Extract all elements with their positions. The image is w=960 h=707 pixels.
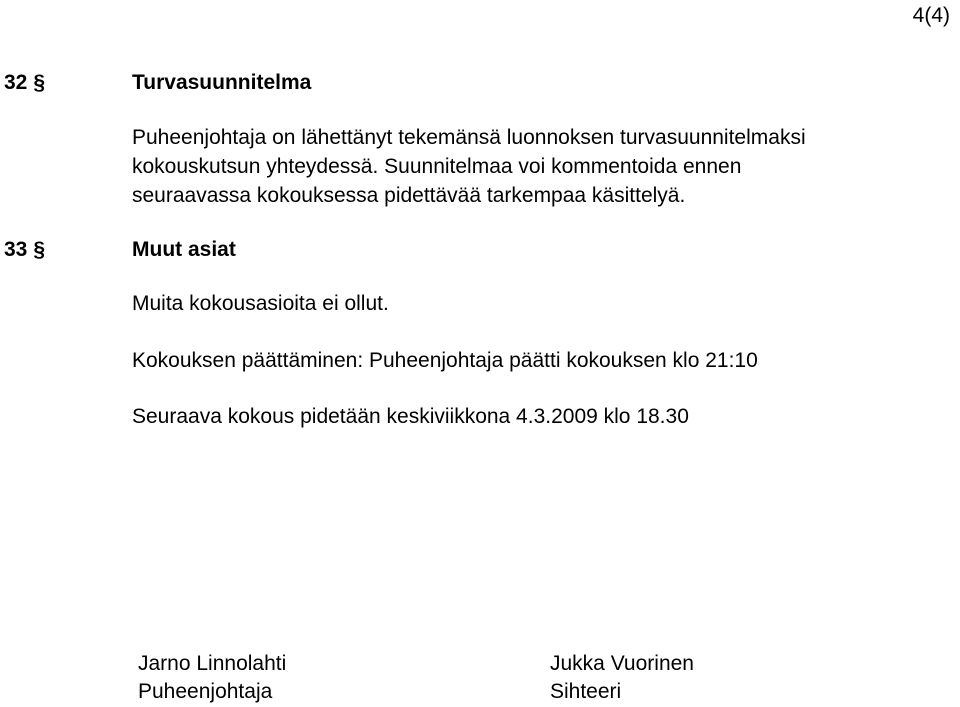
signature-name: Jukka Vuorinen	[550, 652, 694, 675]
paragraph-line: seuraavassa kokouksessa pidettävää tarkempaa käsittelyä.	[132, 184, 686, 207]
section-number: 32	[4, 71, 28, 94]
paragraph-line: kokouskutsun yhteydessä. Suunnitelmaa voi kommentoida ennen	[132, 155, 742, 178]
section-33-number	[4, 238, 45, 262]
signature-secretary	[550, 650, 694, 706]
section-mark: §	[33, 238, 46, 261]
section-33-title: Muut asiat	[132, 238, 236, 261]
section-32-title: Turvasuunnitelma	[132, 71, 312, 94]
section-number: 33	[4, 238, 28, 261]
next-meeting: Seuraava kokous pidetään keskiviikkona 4.3.2009 klo 18.30	[132, 405, 689, 428]
page-number: 4(4)	[912, 4, 950, 27]
section-33-paragraph: Muita kokousasioita ei ollut.	[132, 292, 389, 315]
section-32-number	[4, 71, 45, 95]
signature-role: Puheenjohtaja	[138, 680, 273, 703]
signature-role: Sihteeri	[550, 680, 622, 703]
signature-chair	[138, 650, 286, 706]
section-32-paragraph	[132, 123, 806, 210]
paragraph-line: Puheenjohtaja on lähettänyt tekemänsä luonnoksen turvasuunnitelmaksi	[132, 126, 806, 149]
closing-statement: Kokouksen päättäminen: Puheenjohtaja päätti kokouksen klo 21:10	[132, 349, 758, 372]
section-mark: §	[33, 71, 46, 94]
signature-name: Jarno Linnolahti	[138, 652, 287, 675]
